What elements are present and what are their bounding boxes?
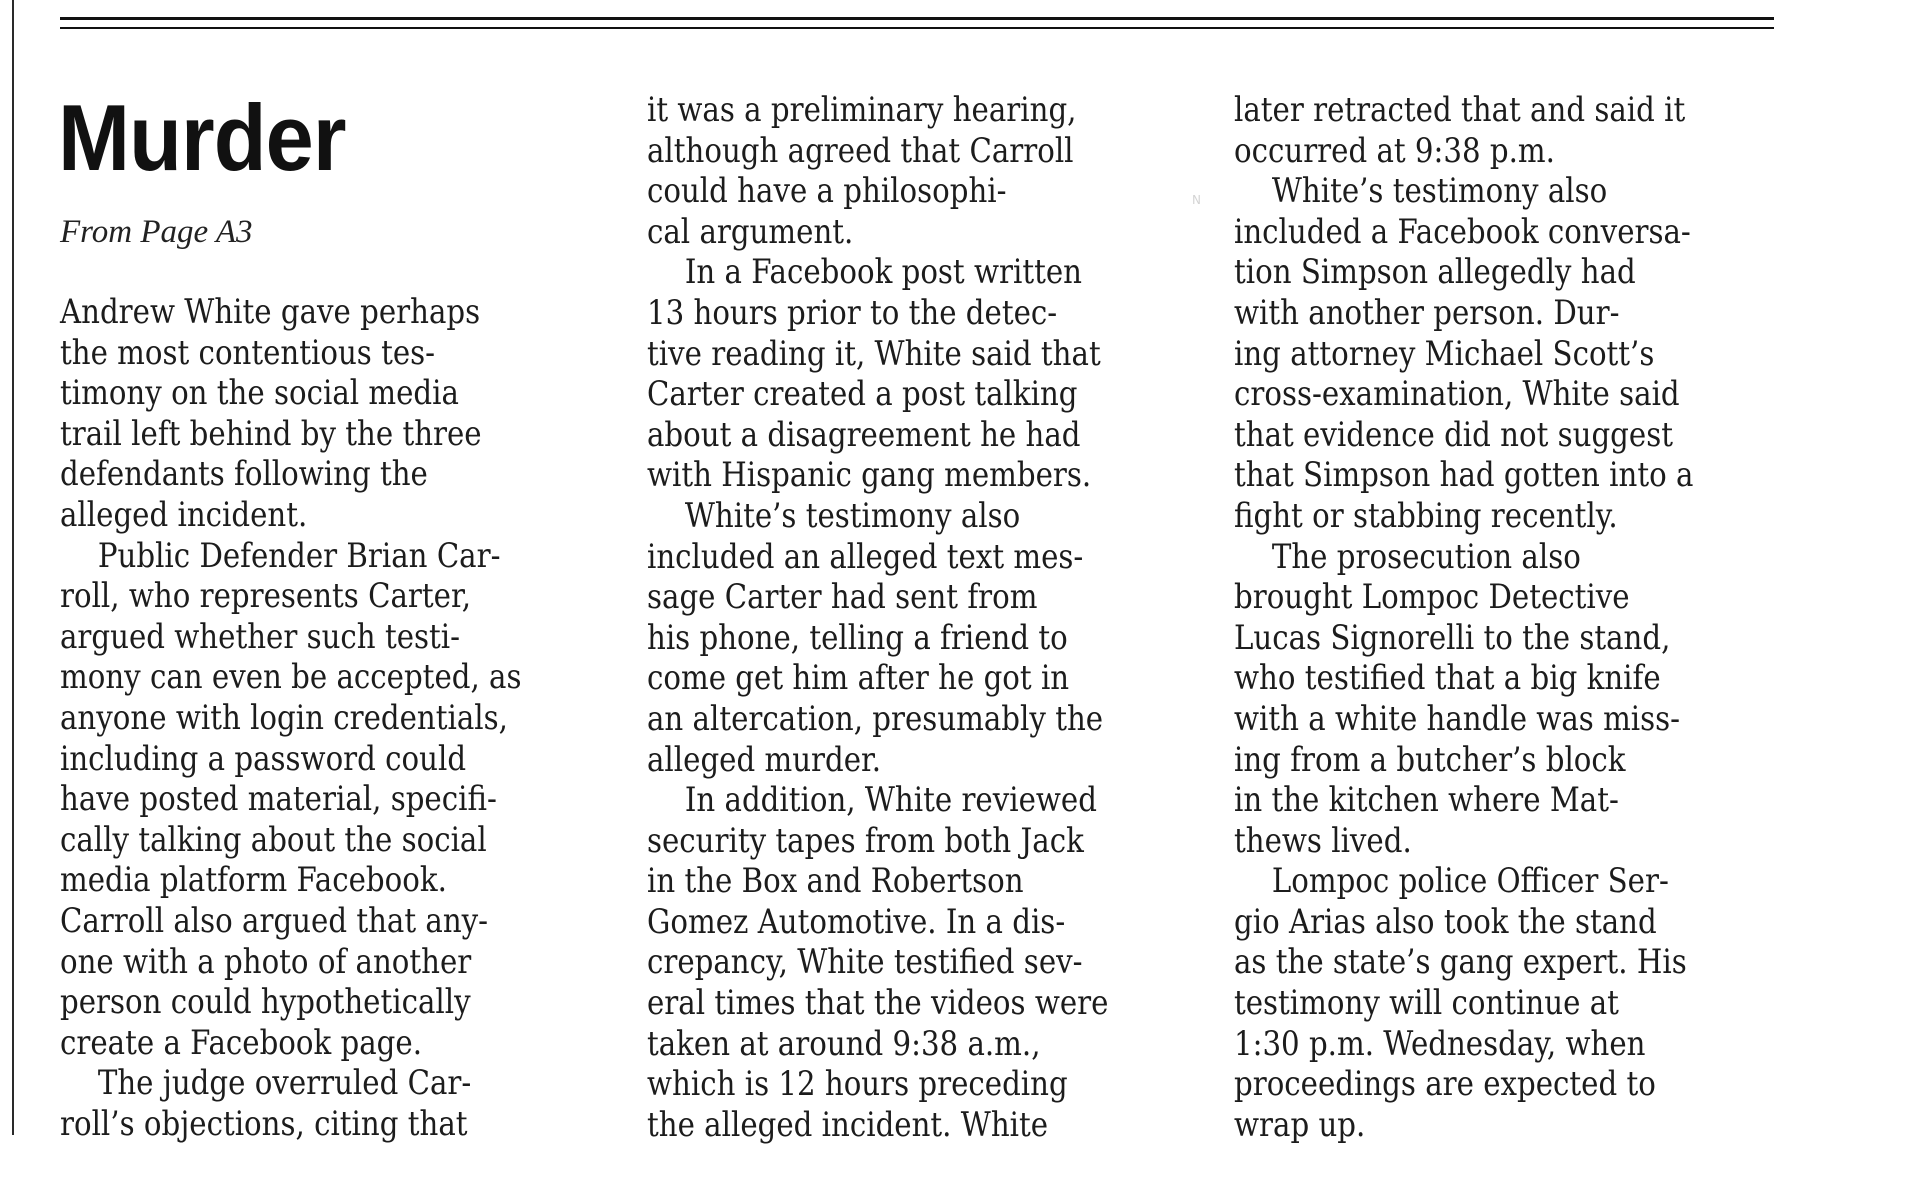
text-line: as the state’s gang expert. His — [1234, 942, 1687, 983]
text-line: mony can even be accepted, as — [60, 657, 522, 698]
text-line: trail left behind by the three — [60, 413, 482, 454]
text-line: roll, who represents Carter, — [60, 576, 472, 617]
text-line: testimony will continue at — [1234, 983, 1619, 1024]
text-line: The judge overruled Car- — [97, 1063, 472, 1104]
text-line: thews lived. — [1234, 820, 1412, 861]
text-line: cross-examination, White said — [1234, 374, 1680, 415]
text-line: wrap up. — [1234, 1104, 1366, 1145]
text-line: the most contentious tes- — [60, 332, 436, 373]
text-line: ing from a butcher’s block — [1234, 739, 1626, 780]
article-column-3 — [1234, 90, 1834, 1145]
text-line: tive reading it, White said that — [647, 333, 1101, 374]
text-line: crepancy, White testified sev- — [647, 942, 1083, 983]
text-line: Public Defender Brian Car- — [97, 535, 501, 576]
text-line: eral times that the videos were — [647, 983, 1109, 1024]
text-line: his phone, telling a friend to — [647, 617, 1068, 658]
text-line: In a Facebook post written — [684, 252, 1082, 293]
text-line: ing attorney Michael Scott’s — [1234, 333, 1655, 374]
text-line: Gomez Automotive. In a dis- — [647, 901, 1066, 942]
text-line: included an alleged text mes- — [647, 536, 1084, 577]
text-line: create a Facebook page. — [60, 1022, 422, 1063]
text-line: person could hypothetically — [60, 982, 471, 1023]
text-line: White’s testimony also — [1271, 171, 1608, 212]
text-line: In addition, White reviewed — [684, 780, 1097, 821]
text-line: security tapes from both Jack — [647, 820, 1084, 861]
text-line: The prosecution also — [1271, 536, 1581, 577]
text-line: it was a preliminary hearing, — [647, 90, 1077, 130]
text-line: brought Lompoc Detective — [1234, 577, 1630, 618]
text-line: Andrew White gave perhaps — [60, 292, 481, 332]
top-rule — [60, 17, 1774, 20]
text-line: roll’s objections, citing that — [60, 1103, 468, 1144]
text-line: argued whether such testi- — [60, 616, 460, 657]
text-line: timony on the social media — [60, 373, 459, 414]
text-line: proceedings are expected to — [1234, 1064, 1656, 1105]
text-line: with another person. Dur- — [1234, 292, 1620, 333]
text-line: including a password could — [60, 738, 467, 779]
text-line: come get him after he got in — [647, 658, 1070, 699]
text-line: Carroll also argued that any- — [60, 900, 489, 941]
text-line: alleged incident. — [60, 494, 308, 535]
article-column-1 — [60, 292, 660, 1144]
text-line: in the kitchen where Mat- — [1234, 780, 1619, 821]
text-line: who testified that a big knife — [1234, 658, 1661, 699]
text-line: about a disagreement he had — [647, 414, 1081, 455]
text-line: an altercation, presumably the — [647, 698, 1104, 739]
text-line: defendants following the — [60, 454, 428, 495]
text-line: Carter created a post talking — [647, 374, 1078, 415]
jump-line: From Page A3 — [60, 214, 253, 250]
text-line: taken at around 9:38 a.m., — [647, 1023, 1041, 1064]
text-line: 1:30 p.m. Wednesday, when — [1234, 1023, 1646, 1064]
text-line: in the Box and Robertson — [647, 861, 1024, 902]
text-line: cal argument. — [647, 211, 854, 252]
text-line: one with a photo of another — [60, 941, 472, 982]
text-line: alleged murder. — [647, 739, 882, 780]
top-rule-thin — [60, 27, 1774, 29]
text-line: fight or stabbing recently. — [1234, 495, 1618, 536]
text-line: which is 12 hours preceding — [647, 1064, 1068, 1105]
text-line: cally talking about the social — [60, 819, 487, 860]
text-line: included a Facebook conversa- — [1234, 211, 1691, 252]
faint-letter-mark: N — [1192, 193, 1201, 207]
text-line: although agreed that Carroll — [647, 130, 1074, 171]
text-line: with a white handle was miss- — [1234, 698, 1681, 739]
text-line: anyone with login credentials, — [60, 697, 508, 738]
text-line: Lompoc police Officer Ser- — [1271, 861, 1669, 902]
page-border-left — [12, 0, 14, 1135]
text-line: sage Carter had sent from — [647, 577, 1038, 618]
text-line: occurred at 9:38 p.m. — [1234, 130, 1555, 171]
article-column-2 — [647, 90, 1247, 1145]
text-line: 13 hours prior to the detec- — [647, 292, 1058, 333]
text-line: tion Simpson allegedly had — [1234, 252, 1636, 293]
text-line: gio Arias also took the stand — [1234, 901, 1657, 942]
text-line: could have a philosophi- — [647, 171, 1007, 212]
text-line: that evidence did not suggest — [1234, 414, 1673, 455]
text-line: have posted material, specifi- — [60, 779, 497, 820]
text-line: with Hispanic gang members. — [647, 455, 1092, 496]
text-line: Lucas Signorelli to the stand, — [1234, 617, 1671, 658]
headline: Murder — [58, 85, 346, 190]
text-line: that Simpson had gotten into a — [1234, 455, 1694, 496]
text-line: the alleged incident. White — [647, 1104, 1049, 1145]
text-line: White’s testimony also — [684, 495, 1021, 536]
text-line: later retracted that and said it — [1234, 90, 1686, 130]
text-line: media platform Facebook. — [60, 860, 447, 901]
